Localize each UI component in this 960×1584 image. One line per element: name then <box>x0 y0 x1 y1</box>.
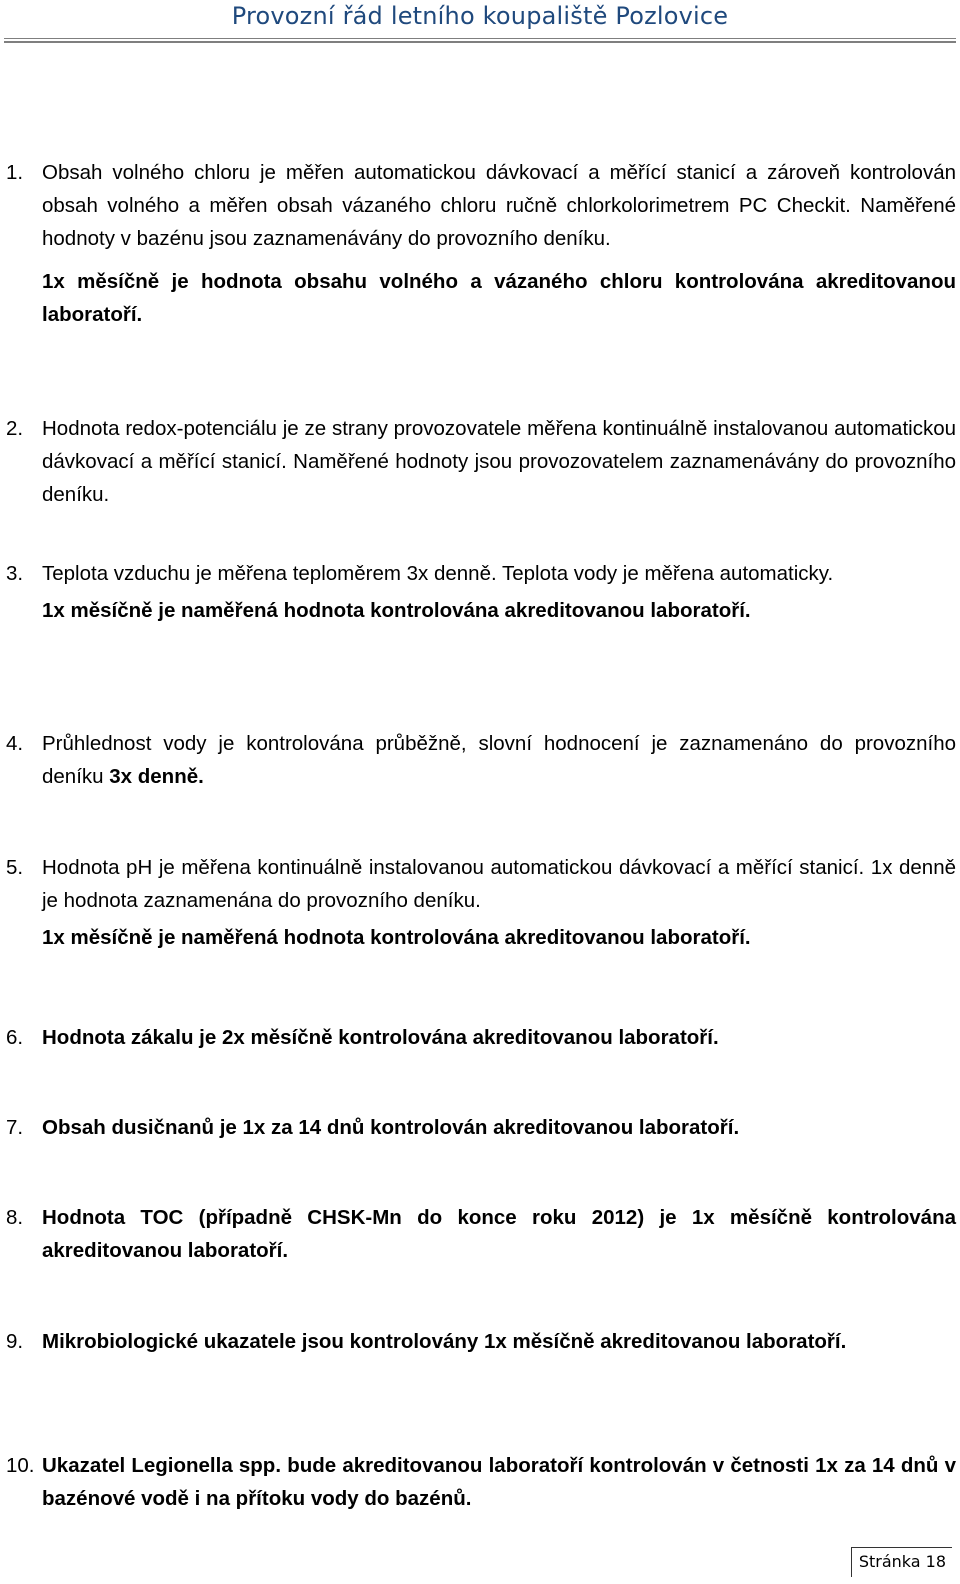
item-number: 3. <box>6 562 24 585</box>
page-number: Stránka 18 <box>858 1552 946 1571</box>
item-number: 2. <box>6 417 24 440</box>
item-bold-text: Ukazatel Legionella spp. bude akreditovanou laboratoří kontrolován v četnosti 1x za 14 dnů v bazénové vodě i na přítoku vody do bazénů. <box>42 1454 956 1510</box>
item-bold-text: 1x měsíčně je naměřená hodnota kontrolována akreditovanou laboratoří. <box>42 599 751 622</box>
item-text: Hodnota pH je měřena kontinuálně instalovanou automatickou dávkovací a měřící stanicí. 1x denně je hodnota zaznamenána do provozního deníku. <box>42 856 956 912</box>
footer-divider <box>852 1547 952 1548</box>
item-number: 4. <box>6 732 24 755</box>
item-number: 6. <box>6 1026 24 1049</box>
list-item-2 <box>6 412 956 511</box>
list-item-3 <box>6 557 956 627</box>
item-text: Teplota vzduchu je měřena teploměrem 3x denně. Teplota vody je měřena automaticky. <box>42 562 834 585</box>
list-item-7 <box>6 1111 956 1144</box>
item-text: Průhlednost vody je kontrolována průběžně, slovní hodnocení je zaznamenáno do provozního deníku <box>42 732 956 788</box>
item-bold-text: Hodnota TOC (případně CHSK-Mn do konce roku 2012) je 1x měsíčně kontrolována akreditovanou laboratoří. <box>42 1206 956 1262</box>
header-divider <box>4 38 956 39</box>
header-divider-thick <box>4 41 956 43</box>
page-header-title: Provozní řád letního koupaliště Pozlovice <box>231 2 729 30</box>
list-item-6 <box>6 1021 956 1054</box>
list-item-10 <box>6 1449 956 1515</box>
footer-vertical-divider <box>851 1547 852 1577</box>
item-bold-text: 1x měsíčně je naměřená hodnota kontrolována akreditovanou laboratoří. <box>42 926 751 949</box>
item-number: 7. <box>6 1116 24 1139</box>
item-number: 10. <box>6 1454 35 1477</box>
item-bold-text: Mikrobiologické ukazatele jsou kontrolovány 1x měsíčně akreditovanou laboratoří. <box>42 1330 847 1353</box>
item-bold-text: 1x měsíčně je hodnota obsahu volného a vázaného chloru kontrolována akreditovanou laboratoří. <box>42 270 956 326</box>
list-item-8 <box>6 1201 956 1267</box>
item-number: 5. <box>6 856 24 879</box>
list-item-9 <box>6 1325 956 1358</box>
item-number: 8. <box>6 1206 24 1229</box>
list-item-1 <box>6 156 956 331</box>
item-bold-text: Obsah dusičnanů je 1x za 14 dnů kontrolován akreditovanou laboratoří. <box>42 1116 740 1139</box>
item-bold-text: Hodnota zákalu je 2x měsíčně kontrolována akreditovanou laboratoří. <box>42 1026 719 1049</box>
item-text: Hodnota redox-potenciálu je ze strany provozovatele měřena kontinuálně instalovanou automatickou dávkovací a měřící stanicí. Naměřené hodnoty jsou provozovatelem zaznamenávány do provozního deníku. <box>42 417 956 506</box>
item-text: Obsah volného chloru je měřen automatickou dávkovací a měřící stanicí a zároveň kontrolován obsah volného a měřen obsah vázaného chloru ručně chlorkolorimetrem PC Checkit. Naměřené hodnoty v bazénu jsou zaznamenávány do provozního deníku. <box>42 161 956 250</box>
list-item-4 <box>6 727 956 793</box>
list-item-5 <box>6 851 956 954</box>
item-bold-inline: 3x denně. <box>109 765 204 788</box>
item-number: 1. <box>6 161 24 184</box>
item-number: 9. <box>6 1330 24 1353</box>
